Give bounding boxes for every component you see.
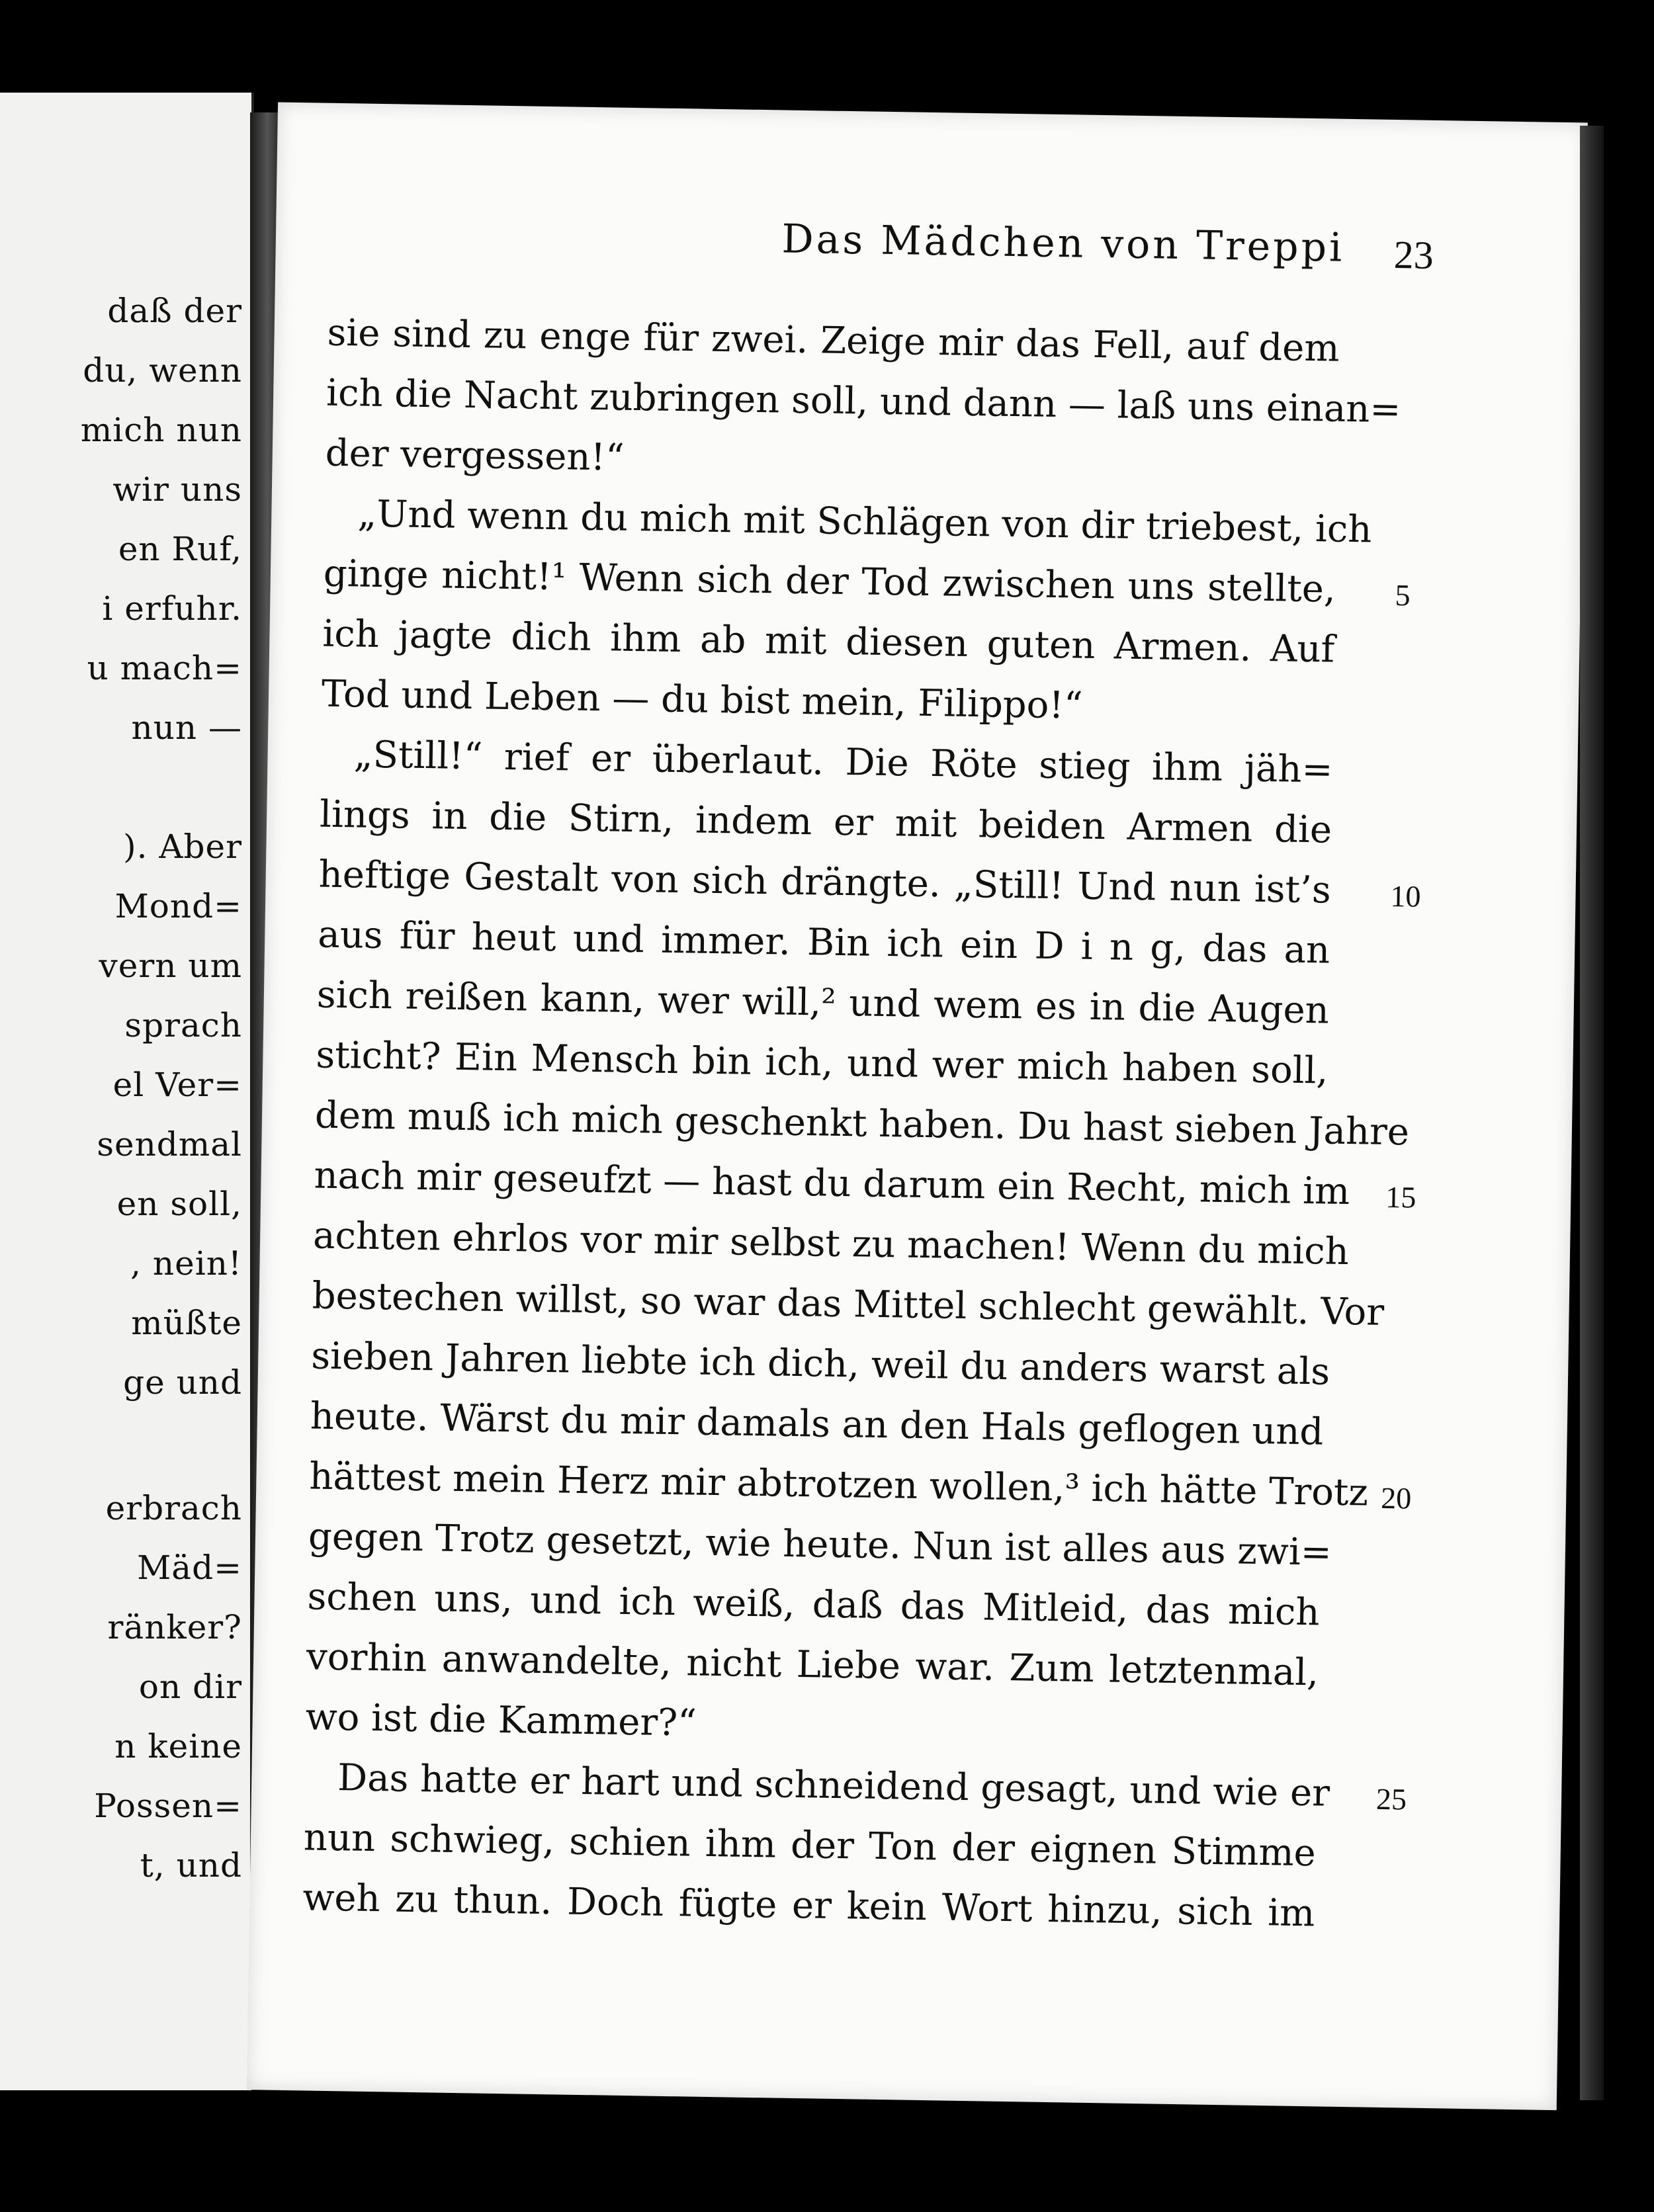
margin-line-number: 15 [1385, 1179, 1416, 1214]
body-text-line: sie sind zu enge für zwei. Zeige mir das Fell, auf dem [327, 311, 1340, 370]
body-text-line: dem muß ich mich geschenkt haben. Du hast sieben Jahre [314, 1093, 1410, 1154]
margin-line-number: 5 [1395, 578, 1411, 613]
left-page-line: Possen= [94, 1787, 242, 1825]
body-text-line: ich jagte dich ihm ab mit diesen guten Armen. Auf [322, 612, 1335, 671]
body-text-line: sticht? Ein Mensch bin ich, und wer mich haben soll, [315, 1033, 1328, 1093]
left-page-line: du, wenn [83, 351, 242, 390]
body-text-line: ich die Nacht zubringen soll, und dann — laß uns einan= [326, 371, 1401, 432]
left-page-line: n keine [114, 1727, 242, 1765]
body-text-line: vorhin anwandelte, nicht Liebe war. Zum letztenmal, [306, 1635, 1319, 1695]
margin-line-number: 10 [1390, 879, 1421, 914]
left-page-line: vern um [99, 947, 242, 985]
margin-line-number: 20 [1380, 1480, 1412, 1515]
left-page-line: on dir [138, 1668, 242, 1706]
margin-line-number: 25 [1375, 1781, 1407, 1816]
body-text-line: hättest mein Herz mir abtrotzen wollen,³ ich hätte Trotz [308, 1455, 1369, 1515]
body-text-line: gegen Trotz gesetzt, wie heute. Nun ist alles aus zwi= [308, 1515, 1332, 1574]
body-text-line: wo ist die Kammer?“ [305, 1695, 697, 1745]
left-page-line: sendmal [97, 1125, 242, 1164]
left-page-line: mich nun [80, 411, 242, 449]
page-edge [1580, 126, 1604, 2100]
right-page [247, 102, 1588, 2110]
body-text-line: bestechen willst, so war das Mittel schlecht gewählt. Vor [312, 1274, 1385, 1334]
body-text-line: sieben Jahren liebte ich dich, weil du anders warst als [310, 1334, 1330, 1394]
left-page-line: Mond= [114, 887, 242, 925]
body-text-line: achten ehrlos vor mir selbst zu machen! Wenn du mich [312, 1214, 1350, 1274]
left-page-line: daß der [107, 292, 242, 330]
left-page-line: nun — [131, 708, 242, 747]
left-page-line: ge und [123, 1363, 242, 1402]
body-text-line: weh zu thun. Doch fügte er kein Wort hinzu, sich im [302, 1876, 1315, 1936]
left-page-line: en Ruf, [118, 530, 242, 568]
body-text-line: ginge nicht!¹ Wenn sich der Tod zwischen uns stellte, [323, 552, 1336, 611]
body-text-line: lings in die Stirn, indem er mit beiden Armen die [319, 792, 1332, 852]
left-page-line: ränker? [107, 1608, 242, 1646]
page-number: 23 [1393, 232, 1434, 277]
body-text-line: „Und wenn du mich mit Schlägen von dir triebest, ich [357, 492, 1372, 552]
body-text-line: „Still!“ rief er überlaut. Die Röte stieg ihm jäh= [353, 733, 1333, 792]
left-page-line: wir uns [112, 470, 242, 509]
running-head: Das Mädchen von Treppi [781, 216, 1345, 271]
body-text-line: Das hatte er hart und schneidend gesagt, und wie er [337, 1756, 1330, 1815]
left-page-line: sprach [124, 1006, 242, 1044]
left-page-line: erbrach [105, 1489, 242, 1527]
body-text-line: schen uns, und ich weiß, daß das Mitleid, das mich [307, 1575, 1320, 1635]
left-page-line: , nein! [130, 1244, 242, 1283]
body-text-line: heute. Wärst du mir damals an den Hals geflogen und [310, 1394, 1324, 1454]
body-text-line: sich reißen kann, wer will,² und wem es in die Augen [316, 973, 1330, 1033]
left-page [0, 93, 254, 2090]
left-page-line: Mäd= [137, 1549, 242, 1587]
left-page-line: t, und [140, 1846, 242, 1885]
body-text-line: nach mir geseufzt — hast du darum ein Recht, mich im [314, 1154, 1350, 1214]
body-text-line: Tod und Leben — du bist mein, Filippo!“ [321, 672, 1084, 728]
left-page-line: i erfuhr. [102, 589, 242, 628]
left-page-line: u mach= [87, 649, 242, 687]
left-page-line: ). Aber [123, 828, 242, 866]
body-text-line: heftige Gestalt von sich drängte. „Still! Und nun ist’s [318, 853, 1332, 912]
body-text-line: aus für heut und immer. Bin ich ein D i n g, das an [317, 913, 1330, 972]
left-page-line: el Ver= [112, 1066, 242, 1104]
body-text-line: der vergessen!“ [325, 431, 625, 480]
left-page-line: müßte [131, 1304, 242, 1342]
left-page-line: en soll, [116, 1185, 242, 1223]
body-text-line: nun schwieg, schien ihm der Ton der eignen Stimme [303, 1816, 1317, 1875]
